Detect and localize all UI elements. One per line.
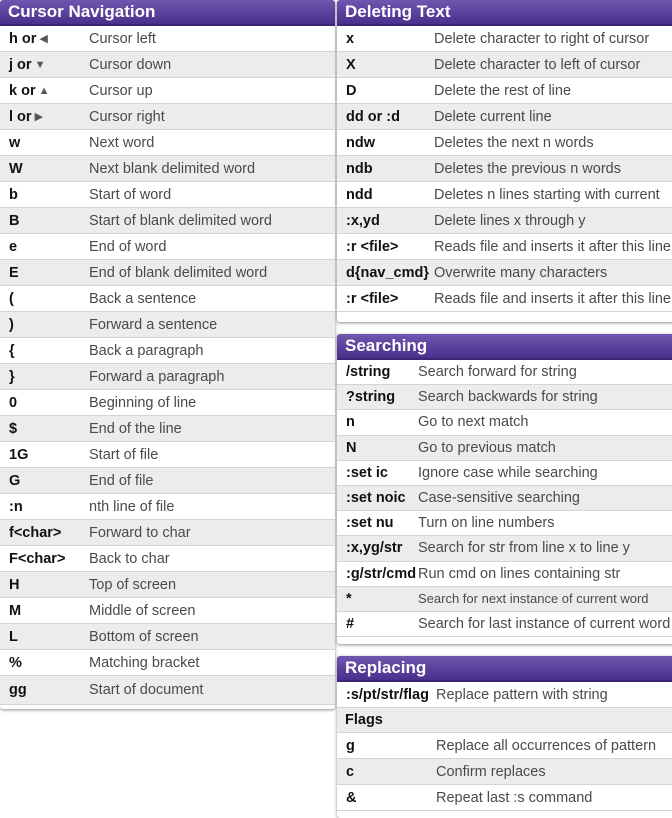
shortcut-key-text: X [346, 56, 356, 73]
shortcut-key [0, 369, 89, 385]
shortcut-key [337, 687, 436, 703]
shortcut-key [0, 499, 89, 515]
table-row [0, 520, 335, 546]
shortcut-description: Back a sentence [89, 290, 197, 307]
table-row [337, 612, 672, 637]
table-row [0, 260, 335, 286]
shortcut-description: Bottom of screen [89, 628, 199, 645]
shortcut-key [337, 291, 434, 307]
shortcut-key [0, 83, 89, 99]
shortcut-key-text: :n [9, 498, 23, 515]
shortcut-key [337, 187, 434, 203]
shortcut-key [337, 616, 418, 632]
shortcut-key-text: 0 [9, 394, 18, 411]
shortcut-key [337, 490, 418, 506]
shortcut-key-text: :set nu [346, 515, 394, 532]
shortcut-key [0, 421, 89, 437]
shortcut-key [337, 515, 418, 531]
arrow-left-icon: ◀ [39, 32, 48, 45]
shortcut-key-text: w [9, 134, 21, 151]
shortcut-key-text: :set ic [346, 464, 388, 481]
shortcut-description: Reads file and inserts it after this line [434, 290, 671, 307]
table-row [0, 598, 335, 624]
shortcut-description: Turn on line numbers [418, 515, 555, 532]
table-row [0, 416, 335, 442]
shortcut-key [0, 291, 89, 307]
shortcut-description: Repeat last :s command [436, 789, 593, 806]
shortcut-description: Confirm replaces [436, 763, 546, 780]
shortcut-key-text: % [9, 654, 22, 671]
shortcut-key-text: b [9, 186, 18, 203]
shortcut-description: Next blank delimited word [89, 160, 256, 177]
table-row [337, 78, 672, 104]
shortcut-key-text: & [346, 789, 357, 806]
shortcut-description: Delete lines x through y [434, 212, 586, 229]
shortcut-key [337, 213, 434, 229]
shortcut-key-text: $ [9, 420, 18, 437]
searching-title: Searching [337, 334, 672, 360]
shortcut-key-text: ?string [346, 389, 396, 406]
table-row [337, 234, 672, 260]
table-row [337, 130, 672, 156]
shortcut-key-text: x [346, 30, 355, 47]
table-row [337, 486, 672, 511]
replacing-title: Replacing [337, 656, 672, 682]
shortcut-key-text: G [9, 472, 21, 489]
shortcut-key [337, 135, 434, 151]
searching-panel [337, 334, 672, 644]
shortcut-key-text: :set noic [346, 490, 406, 507]
replacing-panel [337, 656, 672, 818]
shortcut-description: Next word [89, 134, 155, 151]
shortcut-description: Middle of screen [89, 602, 196, 619]
shortcut-key-text: ndb [346, 160, 373, 177]
table-row [337, 682, 672, 708]
shortcut-key [0, 655, 89, 671]
shortcut-key-text: n [346, 414, 355, 431]
shortcut-key [337, 57, 434, 73]
shortcut-description: Top of screen [89, 576, 177, 593]
table-row [0, 52, 335, 78]
shortcut-description: Start of blank delimited word [89, 212, 272, 229]
shortcut-description: Run cmd on lines containing str [418, 565, 621, 582]
table-row [337, 208, 672, 234]
shortcut-key [337, 239, 434, 255]
shortcut-key-text: ( [9, 290, 14, 307]
table-row [0, 572, 335, 598]
shortcut-key-text: E [9, 264, 19, 281]
shortcut-key [0, 629, 89, 645]
shortcut-key [337, 109, 434, 125]
shortcut-description: End of blank delimited word [89, 264, 268, 281]
table-row [337, 536, 672, 561]
shortcut-key [337, 764, 436, 780]
shortcut-description: Case-sensitive searching [418, 490, 580, 507]
shortcut-description: End of word [89, 238, 167, 255]
cursor-navigation-panel [0, 0, 335, 709]
table-row [0, 364, 335, 390]
shortcut-key [0, 525, 89, 541]
table-row [0, 442, 335, 468]
shortcut-key-text: h or [9, 30, 37, 47]
table-row [337, 26, 672, 52]
table-row [337, 360, 672, 385]
shortcut-key [0, 473, 89, 489]
shortcut-key [0, 213, 89, 229]
shortcut-description: Deletes the next n words [434, 134, 594, 151]
shortcut-description: Replace all occurrences of pattern [436, 737, 657, 754]
shortcut-description: Search for last instance of current word [418, 616, 671, 633]
shortcut-key-text: F<char> [9, 550, 66, 567]
table-row [0, 208, 335, 234]
table-row [337, 52, 672, 78]
table-row [0, 494, 335, 520]
shortcut-description: Replace pattern with string [436, 686, 608, 703]
shortcut-key-text: B [9, 212, 20, 229]
shortcut-key-text: d{nav_cmd} [346, 264, 430, 281]
shortcut-key [0, 109, 89, 125]
shortcut-key [337, 790, 436, 806]
table-row [337, 785, 672, 811]
shortcut-key-text: e [9, 238, 18, 255]
shortcut-description: Go to previous match [418, 439, 556, 456]
shortcut-description: Search for str from line x to line y [418, 540, 630, 557]
shortcut-description: Delete current line [434, 108, 552, 125]
table-row [0, 650, 335, 676]
shortcut-key-text: } [9, 368, 15, 385]
shortcut-description: Back to char [89, 550, 170, 567]
shortcut-description: Cursor up [89, 82, 153, 99]
shortcut-key-text: ) [9, 316, 14, 333]
shortcut-description: Forward a sentence [89, 316, 218, 333]
shortcut-key [0, 57, 89, 73]
table-row [0, 26, 335, 52]
shortcut-key-text: :r <file> [346, 238, 399, 255]
shortcut-description: Search forward for string [418, 364, 577, 381]
shortcut-key [0, 551, 89, 567]
shortcut-key [0, 265, 89, 281]
table-row [337, 759, 672, 785]
shortcut-key [0, 187, 89, 203]
shortcut-description: Go to next match [418, 414, 529, 431]
shortcut-description: Back a paragraph [89, 342, 204, 359]
arrow-right-icon: ▶ [34, 110, 44, 123]
shortcut-key-text: l or [9, 108, 32, 125]
shortcut-key-text: H [9, 576, 20, 593]
shortcut-key-text: f<char> [9, 524, 62, 541]
shortcut-key-text: L [9, 628, 18, 645]
table-row [337, 156, 672, 182]
table-row [337, 587, 672, 612]
table-row [337, 260, 672, 286]
table-row [0, 468, 335, 494]
cursor-navigation-title: Cursor Navigation [0, 0, 335, 26]
shortcut-key [0, 161, 89, 177]
shortcut-key-text: dd or :d [346, 108, 400, 125]
table-row [0, 624, 335, 650]
table-row [0, 676, 335, 705]
shortcut-description: Delete the rest of line [434, 82, 572, 99]
shortcut-description: Forward to char [89, 524, 191, 541]
shortcut-key [0, 239, 89, 255]
shortcut-key-text: /string [346, 364, 391, 381]
shortcut-description: Cursor right [89, 108, 165, 125]
arrow-down-icon: ▼ [34, 58, 46, 71]
shortcut-key-text: :x,yg/str [346, 540, 403, 557]
shortcut-description: Ignore case while searching [418, 464, 598, 481]
shortcut-key-text: ndw [346, 134, 375, 151]
shortcut-key-text: D [346, 82, 357, 99]
shortcut-key [337, 31, 434, 47]
shortcut-key [0, 343, 89, 359]
table-row [337, 562, 672, 587]
table-row [337, 436, 672, 461]
shortcut-key [0, 577, 89, 593]
table-row [0, 312, 335, 338]
shortcut-description: Start of file [89, 446, 159, 463]
table-row [0, 156, 335, 182]
shortcut-description: Delete character to right of cursor [434, 30, 650, 47]
table-row [337, 410, 672, 435]
shortcut-key [337, 414, 418, 430]
table-row [337, 286, 672, 312]
shortcut-key-text: j or [9, 56, 32, 73]
shortcut-description: Cursor down [89, 56, 172, 73]
shortcut-key [337, 83, 434, 99]
shortcut-description: Search for next instance of current word [418, 591, 649, 607]
table-row [337, 511, 672, 536]
shortcut-key [337, 465, 418, 481]
shortcut-key [337, 440, 418, 456]
shortcut-key-text: { [9, 342, 15, 359]
shortcut-key-text: k or [9, 82, 36, 99]
shortcut-key [0, 135, 89, 151]
shortcut-key [337, 566, 418, 582]
table-row [0, 286, 335, 312]
deleting-text-title: Deleting Text [337, 0, 672, 26]
shortcut-key [337, 161, 434, 177]
shortcut-description: Beginning of line [89, 394, 197, 411]
shortcut-key [337, 540, 418, 556]
shortcut-key-text: :x,yd [346, 212, 380, 229]
table-row [337, 733, 672, 759]
table-row [0, 234, 335, 260]
arrow-up-icon: ▲ [38, 84, 50, 97]
shortcut-key [337, 738, 436, 754]
shortcut-description: Deletes the previous n words [434, 160, 621, 177]
shortcut-key [337, 364, 418, 380]
table-row [0, 104, 335, 130]
shortcut-description: Reads file and inserts it after this line [434, 238, 671, 255]
shortcut-key-text: :r <file> [346, 290, 399, 307]
shortcut-description: Start of word [89, 186, 172, 203]
table-row [0, 546, 335, 572]
shortcut-description: Cursor left [89, 30, 156, 47]
shortcut-key-text: * [346, 590, 352, 607]
shortcut-key-text: :g/str/cmd [346, 565, 417, 582]
table-row [0, 338, 335, 364]
shortcut-description: End of the line [89, 420, 182, 437]
shortcut-key [337, 389, 418, 405]
shortcut-key-text: g [346, 737, 355, 754]
table-row [0, 182, 335, 208]
table-row [0, 390, 335, 416]
shortcut-key [337, 591, 418, 607]
shortcut-description: Delete character to left of cursor [434, 56, 641, 73]
shortcut-key-text: ndd [346, 186, 373, 203]
shortcut-description: Matching bracket [89, 654, 200, 671]
shortcut-key [0, 447, 89, 463]
shortcut-key [0, 317, 89, 333]
table-row [0, 78, 335, 104]
shortcut-key [0, 31, 89, 47]
shortcut-description: Start of document [89, 682, 204, 698]
shortcut-description: Forward a paragraph [89, 368, 225, 385]
deleting-text-panel [337, 0, 672, 322]
table-row [337, 461, 672, 486]
shortcut-key-text: c [346, 763, 355, 780]
shortcut-key [0, 603, 89, 619]
shortcut-key-text: gg [9, 682, 27, 698]
shortcut-description: Overwrite many characters [434, 264, 608, 281]
shortcut-key [0, 395, 89, 411]
shortcut-description: Search backwards for string [418, 389, 598, 406]
shortcut-key [337, 265, 434, 281]
shortcut-key-text: N [346, 439, 357, 456]
table-row [0, 130, 335, 156]
shortcut-description: nth line of file [89, 498, 175, 515]
shortcut-key-text: # [346, 616, 355, 633]
shortcut-key-text: M [9, 602, 22, 619]
shortcut-description: End of file [89, 472, 154, 489]
shortcut-key-text: W [9, 160, 23, 177]
table-row [337, 385, 672, 410]
flags-header: Flags [337, 708, 672, 733]
shortcut-key [0, 682, 89, 698]
table-row [337, 104, 672, 130]
shortcut-key-text: 1G [9, 446, 29, 463]
shortcut-description: Deletes n lines starting with current [434, 186, 660, 203]
table-row [337, 182, 672, 208]
shortcut-key-text: :s/pt/str/flag [346, 686, 429, 703]
